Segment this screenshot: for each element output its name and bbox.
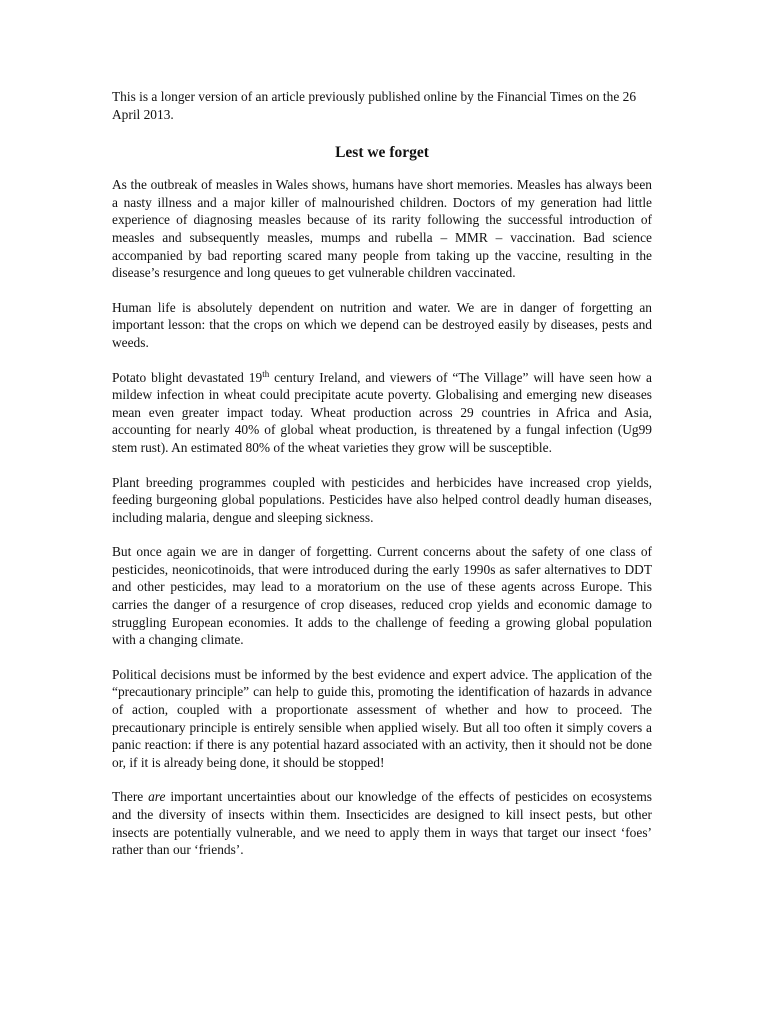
emphasis-are: are	[148, 789, 166, 805]
paragraph-potato-blight-start: Potato blight devastated 19	[112, 369, 263, 385]
paragraph-plant-breeding: Plant breeding programmes coupled with pesticides and herbicides have increased crop yields, feeding burgeoning global populations. Pesticides have also helped control deadly human diseases, including malaria, dengue and sleeping sickness.	[112, 474, 652, 525]
article-title: Lest we forget	[335, 144, 429, 162]
paragraph-precautionary-principle: Political decisions must be informed by the best evidence and expert advice. The application of the “precautionary principle” can help to guide this, promoting the identification of hazards in advance of action, coupled with a proportionate assessment of whether and how to proceed. The precautionary principle is entirely sensible when applied wisely. But all too often it simply covers a panic reaction: if there is any potential hazard associated with an activity, then it should not be done or, if it is already being done, it should be stopped!	[112, 666, 652, 770]
paragraph-potato-blight	[112, 369, 652, 457]
paragraph-uncertainties-start: There	[112, 789, 149, 805]
paragraph-measles: As the outbreak of measles in Wales shows, humans have short memories. Measles has always been a nasty illness and a major killer of malnourished children. Doctors of my generation had little experience of diagnosing measles because of its rarity following the successful introduction of measles and subsequently measles, mumps and rubella – MMR – vaccination. Bad science accompanied by bad reporting scared many people from taking up the vaccine, resulting in the disease’s resurgence and long queues to get vulnerable children vaccinated.	[112, 177, 652, 281]
paragraph-nutrition: Human life is absolutely dependent on nutrition and water. We are in danger of forgetting an important lesson: that the crops on which we depend can be destroyed easily by diseases, pests and weeds.	[112, 299, 652, 350]
paragraph-uncertainties-rest: important uncertainties about our knowledge of the effects of pesticides on ecosystems and the diversity of insects within them. Insecticides are designed to kill insect pests, but other insects are potentially vulnerable, and we need to apply them in ways that target our insect ‘foes’ rather than our ‘friends’.	[112, 789, 652, 858]
paragraph-neonicotinoids: But once again we are in danger of forgetting. Current concerns about the safety of one class of pesticides, neonicotinoids, that were introduced during the early 1990s as safer alternatives to DDT and other pesticides, may lead to a moratorium on the use of these agents across Europe. This carries the danger of a resurgence of crop diseases, reduced crop yields and economic damage to struggling European economies. It adds to the challenge of feeding a growing global population with a changing climate.	[112, 544, 652, 648]
ordinal-suffix: th	[262, 368, 270, 379]
document-page	[112, 88, 652, 876]
intro-note: This is a longer version of an article previously published online by the Financial Times on the 26 April 2013.	[112, 89, 637, 122]
paragraph-potato-blight-rest: century Ireland, and viewers of “The Village” will have seen how a mildew infection in wheat could precipitate acute poverty. Globalising and emerging new diseases mean even greater impact today. Wheat production across 29 countries in Africa and Asia, accounting for nearly 40% of global wheat production, is threatened by a fungal infection (Ug99 stem rust). An estimated 80% of the wheat varieties they grow will be susceptible.	[112, 369, 652, 455]
paragraph-uncertainties	[112, 788, 652, 858]
